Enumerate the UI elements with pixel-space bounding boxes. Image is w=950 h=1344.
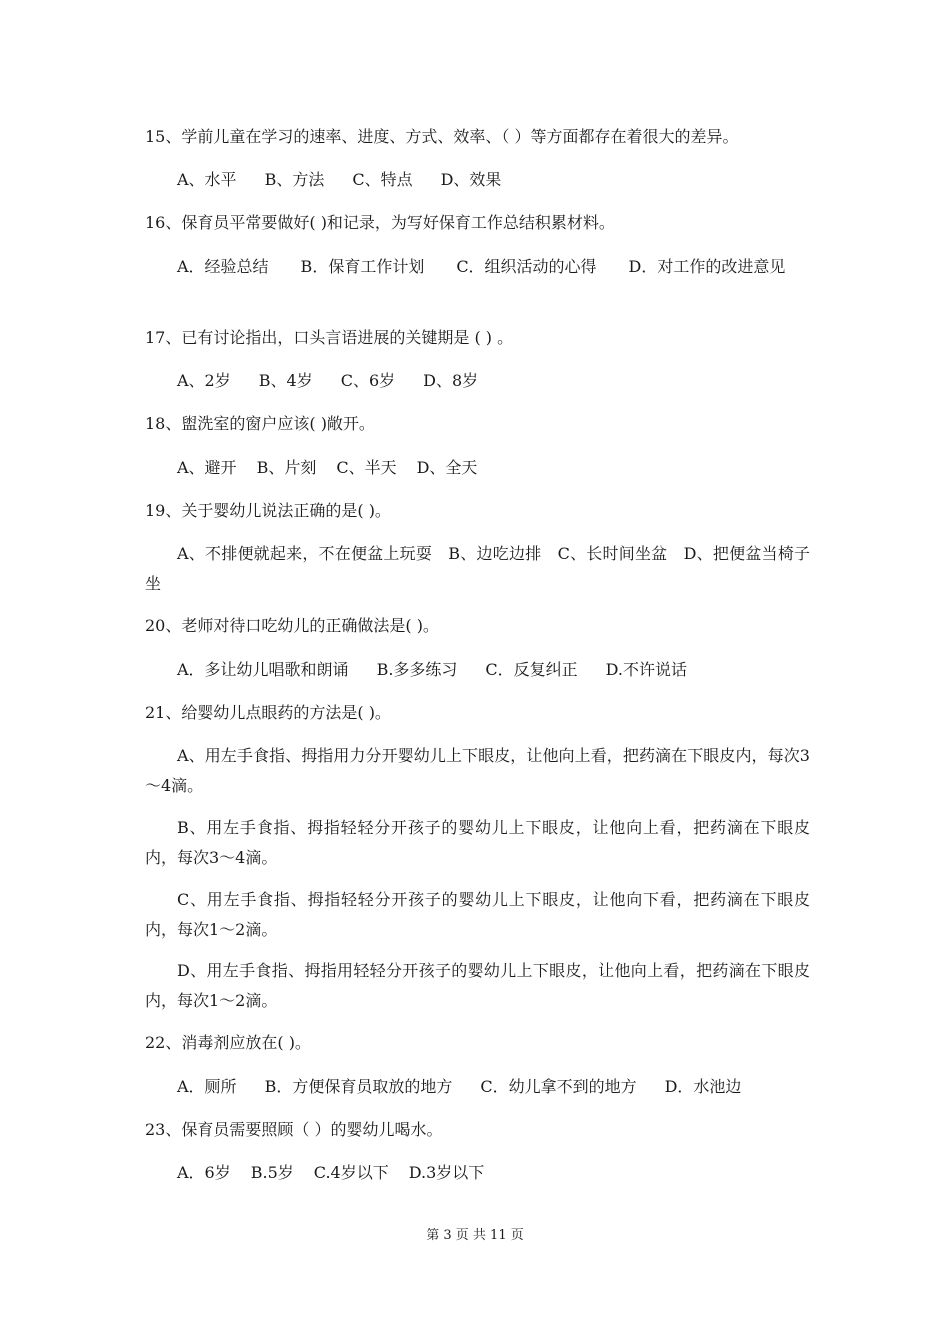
question-stem: 19、关于婴幼儿说法正确的是( )。 (145, 501, 391, 520)
option: D、全天 (416, 458, 478, 477)
page-number-footer: 第 3 页 共 11 页 (426, 1228, 524, 1243)
option: C．幼儿拿不到的地方 (480, 1077, 637, 1096)
option: A、避开 (177, 458, 237, 477)
option: B．方便保育员取放的地方 (264, 1077, 453, 1096)
option: D、效果 (440, 170, 502, 189)
question-stem: 21、给婴幼儿点眼药的方法是( )。 (145, 703, 391, 722)
option: A、水平 (177, 170, 237, 189)
option: A、2岁 (177, 371, 231, 390)
question-options (177, 655, 810, 685)
question-stem: 23、保育员需要照顾（ ）的婴幼儿喝水。 (145, 1120, 443, 1139)
option: A．6岁 (177, 1163, 231, 1182)
long-option: B、用左手食指、拇指轻轻分开孩子的婴幼儿上下眼皮，让他向上看，把药滴在下眼皮内，每次3～4滴。 (145, 818, 810, 867)
question-options (177, 1158, 810, 1188)
long-option: D、用左手食指、拇指用轻轻分开孩子的婴幼儿上下眼皮，让他向上看，把药滴在下眼皮内，每次1～2滴。 (145, 961, 810, 1010)
option: B、片刻 (256, 458, 317, 477)
question-stem: 16、保育员平常要做好( )和记录，为写好保育工作总结积累材料。 (145, 213, 615, 232)
option: B、方法 (264, 170, 325, 189)
question-options (177, 366, 810, 396)
question-stem: 18、盥洗室的窗户应该( )敞开。 (145, 414, 375, 433)
option: D.不许说话 (605, 660, 688, 679)
option: C、特点 (352, 170, 413, 189)
option: C、半天 (336, 458, 397, 477)
option: A．厕所 (177, 1077, 237, 1096)
long-option: C、用左手食指、拇指轻轻分开孩子的婴幼儿上下眼皮，让他向下看，把药滴在下眼皮内，每次1～2滴。 (145, 890, 810, 939)
question-options: A、不排便就起来，不在便盆上玩耍 B、边吃边排 C、长时间坐盆 D、把便盆当椅子坐 (145, 544, 810, 593)
option: B、4岁 (258, 371, 313, 390)
question-options (177, 165, 810, 195)
option: D.3岁以下 (408, 1163, 485, 1182)
question-options (177, 1072, 810, 1102)
question-options (177, 453, 810, 483)
question-stem: 15、学前儿童在学习的速率、进度、方式、效率、（ ）等方面都存在着很大的差异。 (145, 127, 739, 146)
long-option: A、用左手食指、拇指用力分开婴幼儿上下眼皮，让他向上看，把药滴在下眼皮内，每次3～4滴。 (145, 746, 810, 795)
question-options: A．经验总结 B．保育工作计划 C．组织活动的心得 D．对工作的改进意见 (177, 257, 786, 276)
option: C．反复纠正 (485, 660, 578, 679)
option: D．水池边 (664, 1077, 742, 1096)
option: C、6岁 (340, 371, 396, 390)
question-stem: 17、已有讨论指出，口头言语进展的关键期是 ( ) 。 (145, 328, 514, 347)
option: A．多让幼儿唱歌和朗诵 (177, 660, 349, 679)
option: C.4岁以下 (313, 1163, 389, 1182)
question-stem: 20、老师对待口吃幼儿的正确做法是( )。 (145, 616, 439, 635)
option: B.多多练习 (376, 660, 458, 679)
option: B.5岁 (250, 1163, 294, 1182)
question-stem: 22、消毒剂应放在( )。 (145, 1033, 311, 1052)
option: D、8岁 (423, 371, 479, 390)
